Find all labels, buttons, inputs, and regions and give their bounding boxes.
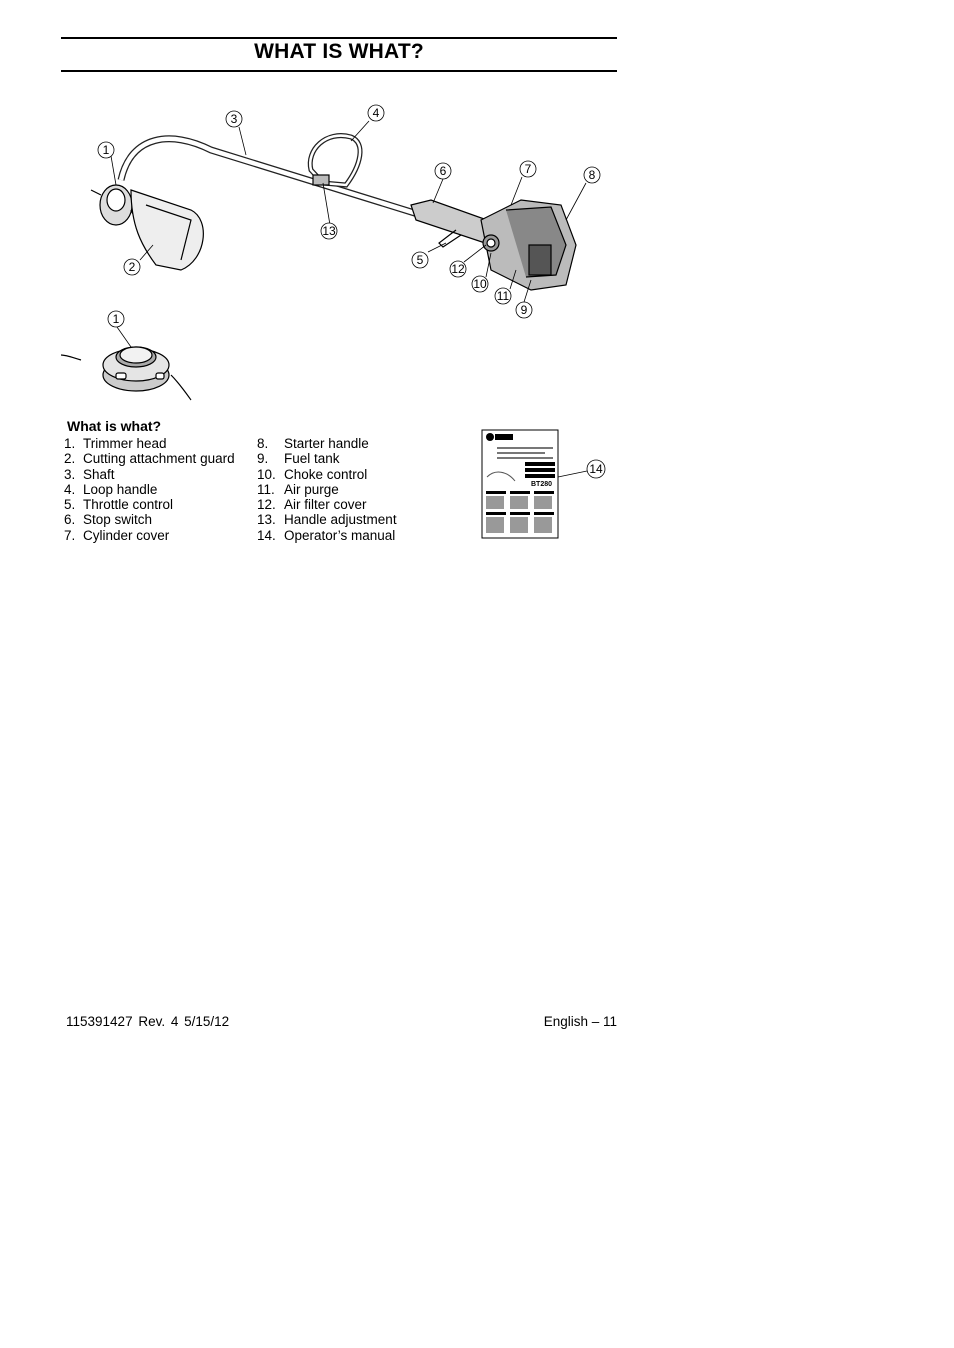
list-item: 3. Shaft xyxy=(64,466,115,482)
svg-text:3: 3 xyxy=(230,112,238,126)
svg-text:1: 1 xyxy=(112,312,120,326)
svg-text:BT280: BT280 xyxy=(531,481,553,488)
svg-text:13: 13 xyxy=(322,224,336,238)
callout-12 xyxy=(450,261,466,277)
footer-page-label: English – 11 xyxy=(543,1014,617,1029)
callout-3 xyxy=(226,111,242,127)
list-item: 7. Cylinder cover xyxy=(64,527,170,543)
legend-column-2 xyxy=(257,436,397,543)
list-item: 9. Fuel tank xyxy=(257,451,340,467)
svg-text:9: 9 xyxy=(520,303,528,317)
callout-11 xyxy=(495,288,511,304)
list-item: 10. Choke control xyxy=(257,466,368,482)
trimmer-head-detail xyxy=(61,305,201,405)
list-item: 8. Starter handle xyxy=(257,436,369,451)
list-item: 5. Throttle control xyxy=(64,497,174,513)
callout-13 xyxy=(321,223,337,239)
list-item: 1. Trimmer head xyxy=(64,436,167,451)
footer-doc-number: 115391427 Rev. 4 5/15/12 xyxy=(66,1014,230,1029)
svg-text:14: 14 xyxy=(589,462,603,476)
svg-text:7: 7 xyxy=(524,162,532,176)
svg-text:12: 12 xyxy=(451,262,465,276)
svg-text:4: 4 xyxy=(372,106,380,120)
svg-text:5: 5 xyxy=(416,253,424,267)
callout-5 xyxy=(412,252,428,268)
legend-title: What is what? xyxy=(67,418,162,434)
svg-text:8: 8 xyxy=(588,168,596,182)
callout-6 xyxy=(435,163,451,179)
list-item: 13. Handle adjustment xyxy=(257,512,397,528)
callout-7 xyxy=(520,161,536,177)
page-title: WHAT IS WHAT? xyxy=(254,40,424,63)
legend-column-1 xyxy=(64,436,235,543)
svg-text:6: 6 xyxy=(439,164,447,178)
callout-1 xyxy=(98,142,114,158)
callout-2 xyxy=(124,259,140,275)
list-item: 11. Air purge xyxy=(257,481,339,497)
list-item: 6. Stop switch xyxy=(64,512,153,528)
callout-9 xyxy=(516,302,532,318)
callout-detail-1 xyxy=(108,311,124,327)
callout-8 xyxy=(584,167,600,183)
callout-10 xyxy=(472,276,488,292)
svg-text:2: 2 xyxy=(128,260,136,274)
list-item: 4. Loop handle xyxy=(64,481,158,497)
list-item: 14. Operator’s manual xyxy=(257,527,396,543)
list-item: 2. Cutting attachment guard xyxy=(64,451,235,467)
callout-14 xyxy=(587,460,605,478)
title-underline xyxy=(61,70,617,72)
callout-4 xyxy=(368,105,384,121)
svg-text:1: 1 xyxy=(102,143,110,157)
svg-text:11: 11 xyxy=(496,289,510,303)
top-rule xyxy=(61,37,617,39)
operators-manual-illustration xyxy=(481,429,611,541)
list-item: 12. Air filter cover xyxy=(257,497,367,513)
trimmer-illustration xyxy=(61,95,617,320)
svg-text:10: 10 xyxy=(473,277,487,291)
